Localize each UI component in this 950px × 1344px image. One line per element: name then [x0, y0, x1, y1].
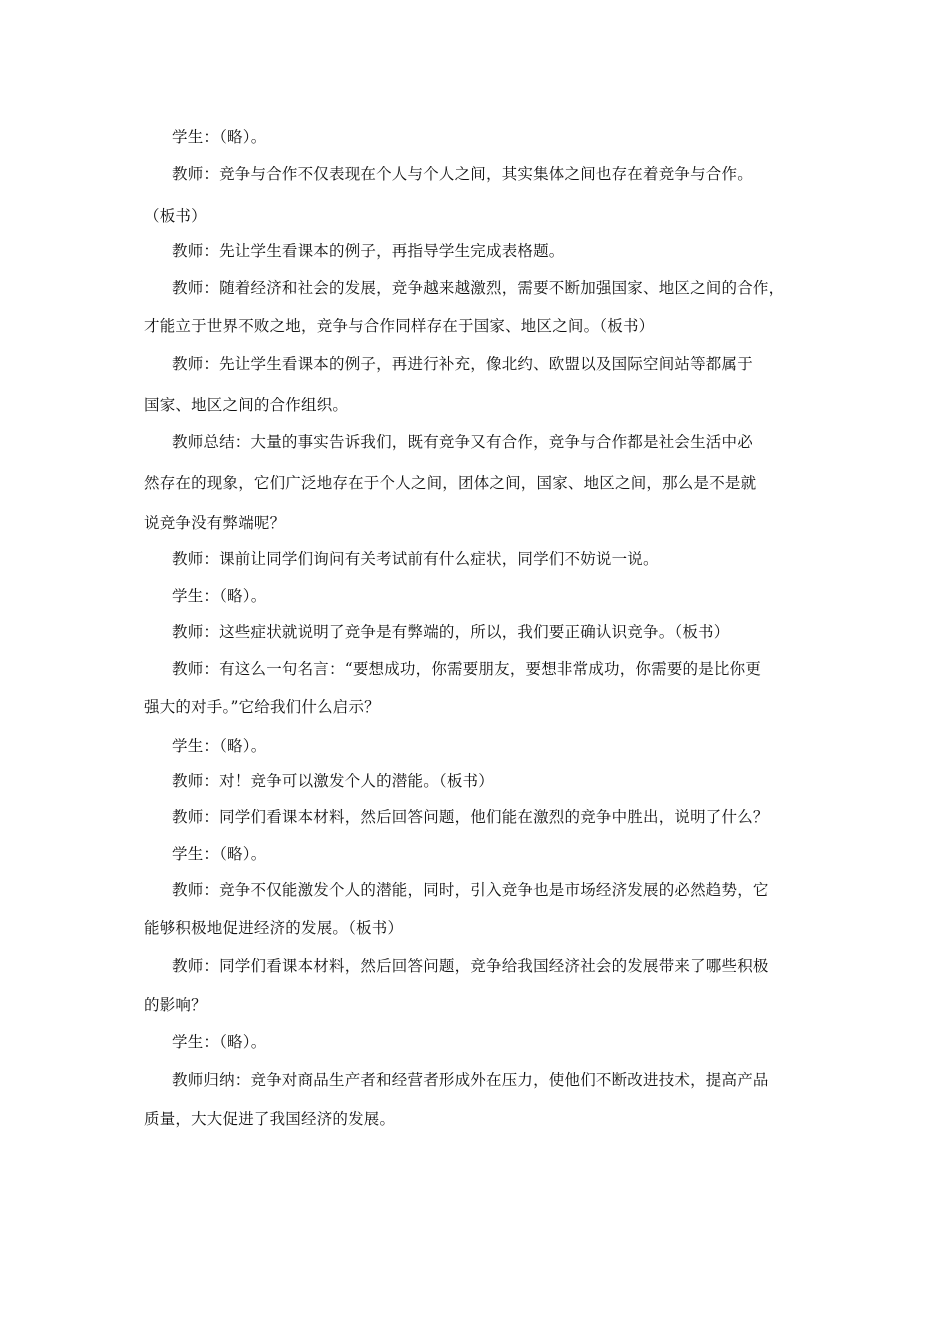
- text-line: 教师：有这么一句名言：“要想成功，你需要朋友，要想非常成功，你需要的是比你更: [172, 660, 762, 678]
- text-line: 教师：同学们看课本材料，然后回答问题，他们能在激烈的竞争中胜出，说明了什么？: [172, 808, 769, 826]
- text-line: 学生：（略）。: [172, 1033, 267, 1051]
- text-line: （板书）: [144, 207, 207, 225]
- text-line: 教师归纳：竞争对商品生产者和经营者形成外在压力，使他们不断改进技术，提高产品: [172, 1071, 769, 1089]
- text-line: 然存在的现象，它们广泛地存在于个人之间，团体之间，国家、地区之间，那么是不是就: [144, 474, 757, 492]
- text-line: 说竞争没有弊端呢？: [144, 514, 286, 532]
- text-line: 教师总结：大量的事实告诉我们，既有竞争又有合作，竞争与合作都是社会生活中必: [172, 433, 753, 451]
- text-line: 教师：随着经济和社会的发展，竞争越来越激烈，需要不断加强国家、地区之间的合作，: [172, 279, 785, 297]
- text-line: 学生：（略）。: [172, 737, 267, 755]
- text-line: 学生：（略）。: [172, 128, 267, 146]
- text-line: 质量，大大促进了我国经济的发展。: [144, 1110, 396, 1128]
- text-line: 教师：竞争不仅能激发个人的潜能，同时，引入竞争也是市场经济发展的必然趋势，它: [172, 881, 769, 899]
- text-line: 学生：（略）。: [172, 845, 267, 863]
- text-line: 教师：竞争与合作不仅表现在个人与个人之间，其实集体之间也存在着竞争与合作。: [172, 165, 753, 183]
- text-line: 能够积极地促进经济的发展。（板书）: [144, 919, 404, 937]
- text-line: 教师：这些症状就说明了竞争是有弊端的，所以，我们要正确认识竞争。（板书）: [172, 623, 730, 641]
- text-line: 教师：先让学生看课本的例子，再指导学生完成表格题。: [172, 242, 565, 260]
- text-line: 教师：同学们看课本材料，然后回答问题，竞争给我国经济社会的发展带来了哪些积极: [172, 957, 769, 975]
- text-line: 才能立于世界不败之地，竞争与合作同样存在于国家、地区之间。（板书）: [144, 317, 655, 335]
- text-line: 教师：对！竞争可以激发个人的潜能。（板书）: [172, 772, 494, 790]
- text-line: 的影响？: [144, 996, 207, 1014]
- text-line: 教师：先让学生看课本的例子，再进行补充，像北约、欧盟以及国际空间站等都属于: [172, 355, 753, 373]
- text-line: 学生：（略）。: [172, 587, 267, 605]
- text-line: 教师：课前让同学们询问有关考试前有什么症状，同学们不妨说一说。: [172, 550, 659, 568]
- text-line: 国家、地区之间的合作组织。: [144, 396, 349, 414]
- text-line: 强大的对手。”它给我们什么启示？: [144, 698, 380, 716]
